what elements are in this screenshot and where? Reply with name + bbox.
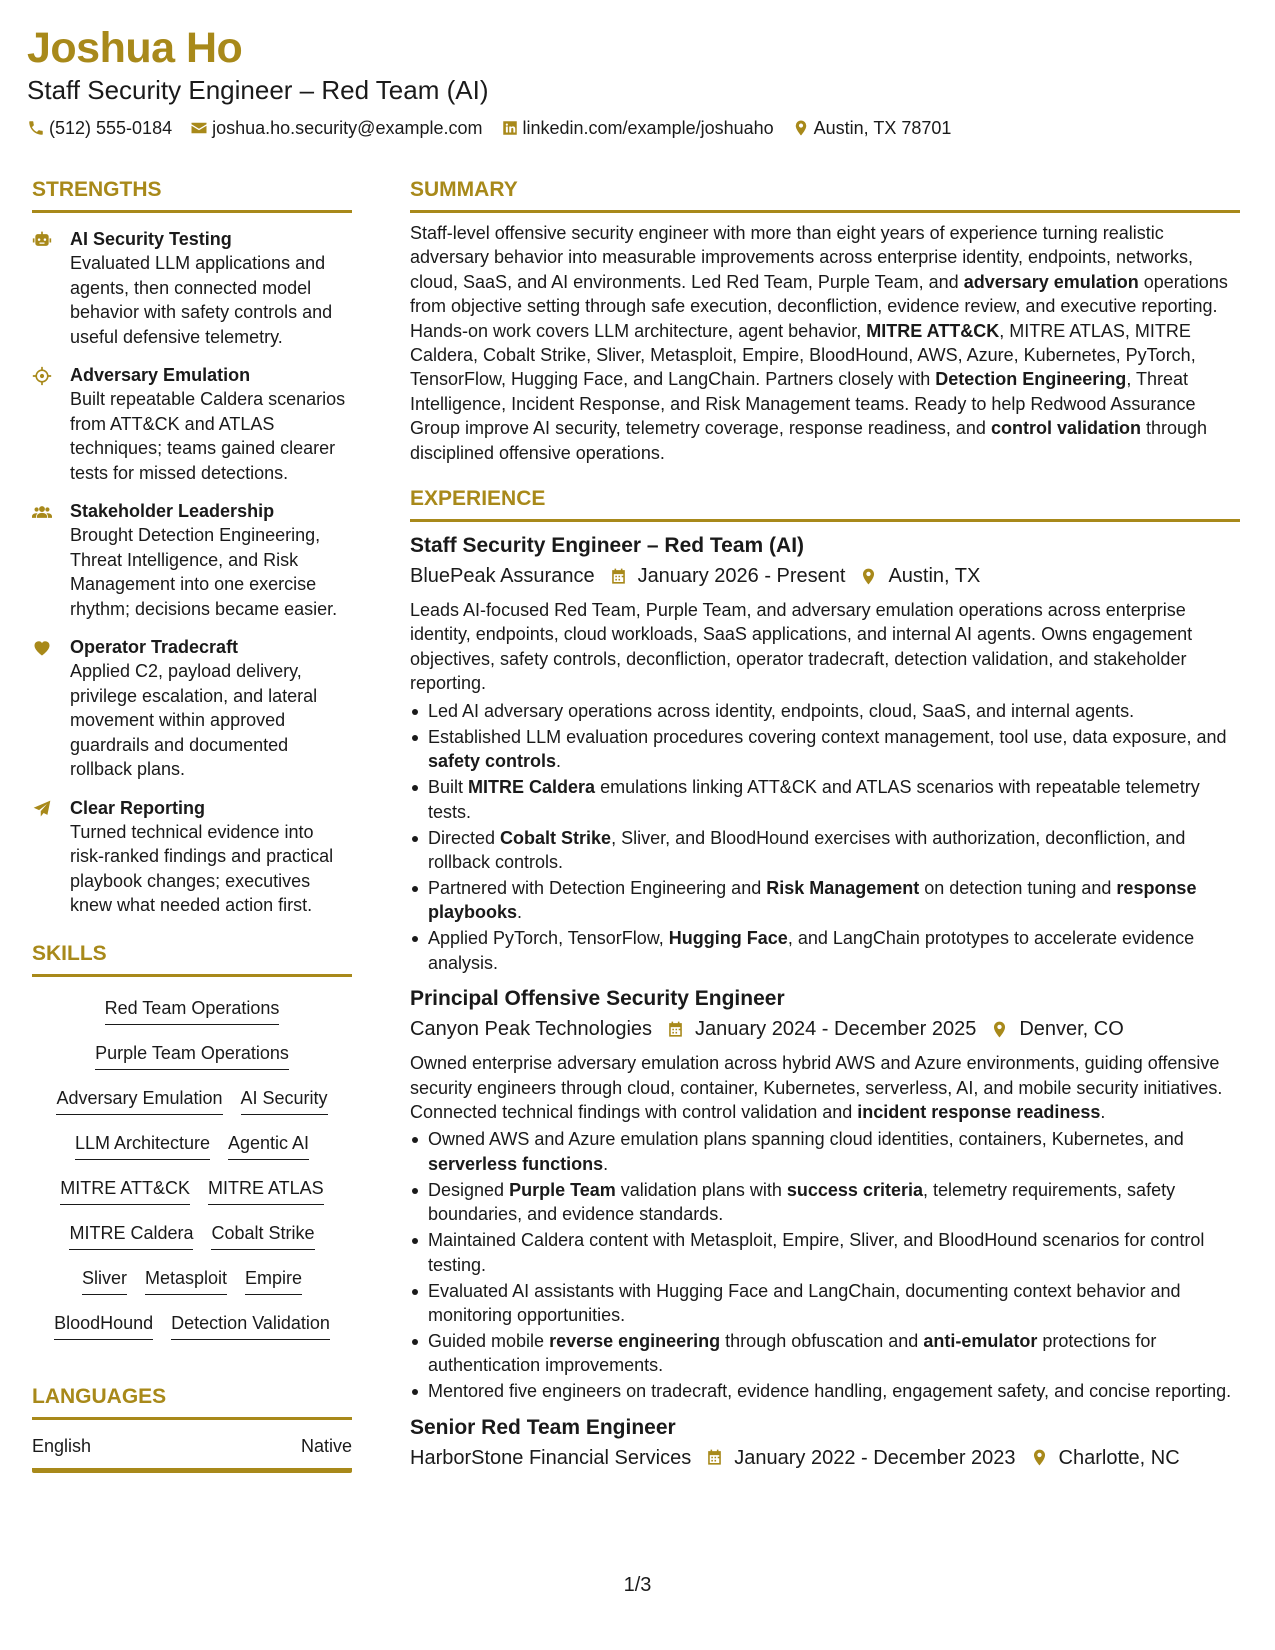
language-name: English: [32, 1435, 92, 1456]
language-row: [32, 1420, 352, 1473]
right-column: [410, 176, 1240, 1472]
text-run: Applied PyTorch, TensorFlow,: [428, 928, 669, 949]
strengths-heading: STRENGTHS: [32, 176, 352, 213]
text-run: Evaluated AI assistants with Hugging Face and LangChain, documenting context behavior and monitoring opportunities.: [428, 1280, 1181, 1325]
strength-item: [32, 635, 352, 782]
skill-tag: AI Security: [241, 1084, 328, 1115]
job-meta: [410, 1015, 1240, 1043]
text-run: .: [1100, 1101, 1106, 1122]
strength-item: [32, 363, 352, 485]
job-entry: [410, 985, 1240, 1404]
envelope-icon: [190, 119, 208, 137]
skill-tag: Sliver: [82, 1264, 127, 1295]
bold-text: success criteria: [786, 1179, 923, 1200]
bold-text: serverless functions: [428, 1153, 604, 1174]
map-pin-icon: [792, 119, 810, 137]
text-run: .: [517, 902, 523, 923]
map-pin-icon: [990, 1020, 1009, 1039]
text-run: on detection tuning and: [919, 877, 1117, 898]
bold-text: Hugging Face: [668, 928, 788, 949]
text-run: Partnered with Detection Engineering and: [428, 877, 767, 898]
text-run: , Sliver, and BloodHound exercises with authorization, deconfliction, and rollback controls.: [428, 827, 1186, 872]
bold-text: reverse engineering: [549, 1330, 721, 1351]
bold-text: safety controls: [428, 751, 557, 772]
skill-tag: MITRE Caldera: [69, 1219, 193, 1250]
skill-tag: Adversary Emulation: [56, 1084, 222, 1115]
job-entry: [410, 1414, 1240, 1472]
users-icon: [32, 502, 52, 522]
bold-text: incident response readiness: [857, 1101, 1101, 1122]
text-run: Directed: [428, 827, 501, 848]
bullet-item: [410, 1228, 1240, 1277]
text-run: operations from objective setting through safe execution, deconfliction, evidence review, and executive reporting. Hands-on work covers LLM architecture, agent behavior,: [410, 271, 1228, 341]
job-location: Austin, TX: [888, 565, 981, 588]
job-meta: [410, 562, 1240, 590]
bold-text: Risk Management: [766, 877, 920, 898]
text-run: , MITRE ATLAS, MITRE Caldera, Cobalt Strike, Sliver, Metasploit, Empire, BloodHound, AWS, Azure, Kubernetes, PyTorch, TensorFlow, Hugging Face, and LangChain. Partners closely with: [410, 320, 1196, 390]
summary-heading: SUMMARY: [410, 176, 1240, 213]
calendar-icon: [705, 1448, 724, 1467]
skill-tag: Empire: [245, 1264, 302, 1295]
job-title: Staff Security Engineer – Red Team (AI): [410, 534, 805, 558]
skill-tag: Purple Team Operations: [95, 1039, 289, 1070]
bullet-item: [410, 1329, 1240, 1378]
strength-title: AI Security Testing: [70, 229, 232, 249]
text-run: through disciplined offensive operations.: [410, 418, 1208, 463]
robot-icon: [32, 230, 52, 250]
job-meta: [410, 1444, 1240, 1472]
languages-heading: LANGUAGES: [32, 1383, 352, 1420]
bold-text: Cobalt Strike: [500, 827, 612, 848]
job-location: Charlotte, NC: [1058, 1446, 1180, 1469]
bold-text: anti-emulator: [923, 1330, 1038, 1351]
text-run: Staff-level offensive security engineer with more than eight years of experience turning realistic adversary behavior into measurable improvements across enterprise identity, endpoints, networks, cloud, SaaS, and AI environments. Led Red Team, Purple Team, and: [410, 223, 1194, 292]
strength-item: [32, 796, 352, 918]
strength-item: [32, 499, 352, 621]
text-run: Owned AWS and Azure emulation plans spanning cloud identities, containers, Kubernetes, and: [428, 1129, 1184, 1150]
skill-tag: Agentic AI: [228, 1129, 309, 1160]
experience-section: [410, 485, 1240, 1472]
job-list: [410, 532, 1240, 1472]
job-bullets: [410, 699, 1240, 975]
text-run: through obfuscation and: [720, 1330, 924, 1351]
bold-text: Purple Team: [509, 1179, 616, 1200]
strength-desc: Brought Detection Engineering, Threat Intelligence, and Risk Management into one exercise rhythm; decisions became easier.: [70, 525, 338, 619]
bullet-item: [410, 926, 1240, 975]
text-run: Maintained Caldera content with Metasploit, Empire, Sliver, and BloodHound scenarios for control testing.: [428, 1230, 1205, 1275]
languages-section: [32, 1383, 352, 1473]
bullet-item: [410, 725, 1240, 774]
job-title: Principal Offensive Security Engineer: [410, 987, 785, 1011]
heart-icon: [32, 638, 52, 658]
linkedin-icon: [501, 119, 519, 137]
text-run: , Threat Intelligence, Incident Response, and Risk Management teams. Ready to help Redwood Assurance Group improve AI security, telemetry coverage, response readiness, and: [410, 369, 1196, 439]
bold-text: MITRE ATT&CK: [866, 320, 1000, 341]
bold-text: adversary emulation: [963, 271, 1139, 292]
page-number: 1/3: [623, 1574, 652, 1596]
text-run: , telemetry requirements, safety boundaries, and evidence standards.: [428, 1179, 1176, 1225]
job-company: HarborStone Financial Services: [410, 1446, 692, 1469]
candidate-title: Staff Security Engineer – Red Team (AI): [27, 75, 489, 105]
strength-title: Operator Tradecraft: [70, 637, 239, 657]
job-dates: January 2026 - Present: [637, 565, 846, 588]
strength-item: [32, 227, 352, 349]
language-level: Native: [300, 1435, 352, 1456]
text-run: emulations linking ATT&CK and ATLAS scenarios with repeatable telemetry tests.: [428, 777, 1200, 822]
bullet-item: [410, 1178, 1240, 1227]
skill-tag: LLM Architecture: [75, 1129, 210, 1160]
phone-icon: [27, 119, 45, 137]
contact-bar: [27, 116, 1247, 140]
text-run: Built: [428, 777, 469, 798]
linkedin-text: linkedin.com/example/joshuaho: [522, 118, 774, 138]
job-company: Canyon Peak Technologies: [410, 1018, 653, 1041]
skill-tag: MITRE ATLAS: [208, 1174, 324, 1205]
bullet-item: [410, 775, 1240, 824]
skills-list: [32, 977, 352, 1347]
skill-tag: Red Team Operations: [105, 994, 280, 1025]
text-run: Owned enterprise adversary emulation across hybrid AWS and Azure environments, guiding offensive security engineers through cloud, container, Kubernetes, serverless, AI, and mobile security initiatives. Connected technical findings with control validation and: [410, 1053, 1223, 1122]
text-run: protections for authentication improvements.: [428, 1330, 1157, 1376]
calendar-icon: [666, 1020, 685, 1039]
job-dates: January 2022 - December 2023: [734, 1446, 1016, 1469]
job-title: Senior Red Team Engineer: [410, 1415, 676, 1439]
bullet-item: [410, 1379, 1240, 1403]
strength-desc: Turned technical evidence into risk-ranked findings and practical playbook changes; executives knew what needed action first.: [70, 821, 334, 915]
strength-title: Stakeholder Leadership: [70, 501, 275, 521]
map-pin-icon: [859, 567, 878, 586]
paper-plane-icon: [32, 799, 52, 819]
text-run: .: [603, 1153, 609, 1174]
job-description: [410, 598, 1240, 696]
job-entry: [410, 532, 1240, 975]
skill-tag: Metasploit: [145, 1264, 227, 1295]
text-run: , and LangChain prototypes to accelerate evidence analysis.: [428, 928, 1195, 973]
skills-section: [32, 940, 352, 1347]
crosshair-icon: [32, 366, 52, 386]
skills-heading: SKILLS: [32, 940, 352, 977]
candidate-name: Joshua Ho: [27, 24, 243, 72]
map-pin-icon: [1030, 1448, 1049, 1467]
contact-phone[interactable]: [27, 116, 172, 140]
text-run: Led AI adversary operations across identity, endpoints, cloud, SaaS, and internal agents.: [428, 700, 1135, 721]
text-run: Established LLM evaluation procedures covering context management, tool use, data exposure, and: [428, 726, 1227, 747]
contact-location: [792, 116, 952, 140]
location-text: Austin, TX 78701: [813, 118, 952, 138]
bullet-item: [410, 826, 1240, 875]
job-location: Denver, CO: [1019, 1018, 1124, 1041]
summary-text: [410, 221, 1240, 465]
resume-header: [27, 22, 1247, 140]
strengths-section: [32, 176, 352, 918]
text-run: Mentored five engineers on tradecraft, evidence handling, engagement safety, and concise reporting.: [428, 1381, 1232, 1402]
phone-text: (512) 555-0184: [49, 118, 173, 138]
skill-tag: Cobalt Strike: [211, 1219, 314, 1250]
left-column: [32, 176, 352, 1473]
job-dates: January 2024 - December 2025: [695, 1018, 977, 1041]
bullet-item: [410, 1127, 1240, 1176]
contact-email[interactable]: [190, 116, 482, 140]
bullet-item: [410, 699, 1240, 723]
bold-text: response playbooks: [428, 877, 1197, 923]
text-run: Designed: [428, 1179, 510, 1200]
experience-heading: EXPERIENCE: [410, 485, 1240, 522]
strength-title: Clear Reporting: [70, 797, 206, 818]
strength-desc: Built repeatable Caldera scenarios from ATT&CK and ATLAS techniques; teams gained clearer tests for missed detections.: [70, 389, 346, 483]
bullet-item: [410, 876, 1240, 925]
email-text: joshua.ho.security@example.com: [212, 118, 483, 138]
bold-text: Detection Engineering: [935, 369, 1127, 390]
text-run: Leads AI-focused Red Team, Purple Team, and adversary emulation operations across enterprise identity, endpoints, cloud workloads, SaaS applications, and internal AI agents. Owns engagement objectives, safety controls, deconfliction, operator tradecraft, detection validation, and stakeholder reporting.: [410, 600, 1193, 694]
text-run: Guided mobile: [428, 1330, 550, 1351]
bullet-item: [410, 1279, 1240, 1328]
summary-section: [410, 176, 1240, 465]
skill-tag: BloodHound: [54, 1309, 153, 1340]
bold-text: control validation: [990, 418, 1141, 439]
job-company: BluePeak Assurance: [410, 565, 595, 588]
calendar-icon: [609, 567, 628, 586]
job-description: [410, 1051, 1240, 1124]
skill-tag: MITRE ATT&CK: [60, 1174, 190, 1205]
skill-tag: Detection Validation: [171, 1309, 330, 1340]
contact-linkedin[interactable]: [501, 116, 774, 140]
strength-desc: Evaluated LLM applications and agents, then connected model behavior with safety controls and useful defensive telemetry.: [70, 253, 333, 347]
text-run: validation plans with: [615, 1179, 787, 1200]
bold-text: MITRE Caldera: [468, 777, 596, 798]
strength-desc: Applied C2, payload delivery, privilege escalation, and lateral movement within approved guardrails and documented rollback plans.: [70, 661, 318, 779]
strength-title: Adversary Emulation: [70, 365, 251, 385]
text-run: .: [556, 751, 562, 772]
job-bullets: [410, 1127, 1240, 1403]
